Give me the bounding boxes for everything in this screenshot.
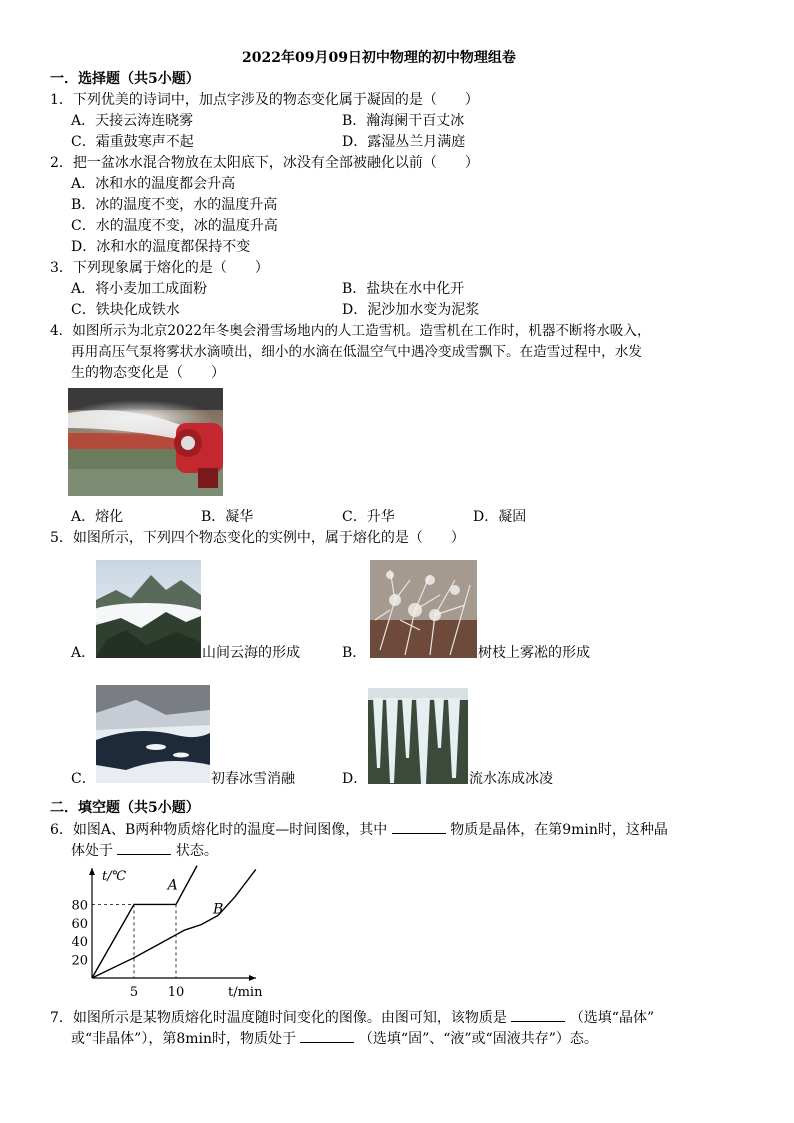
icicles-photo [368,688,468,784]
melting-ice-photo [96,685,210,783]
q5-option-a-letter[interactable]: A． [71,645,96,661]
q5-option-c-letter[interactable]: C． [71,771,96,787]
y-axis-label: t/℃ [102,869,127,884]
y-tick-label: 60 [71,916,88,932]
q3-option-b[interactable]: B．盐块在水中化开 [342,281,465,297]
q3-option-c[interactable]: C．铁块化成铁水 [71,302,180,318]
q1-option-d[interactable]: D．露湿丛兰月满庭 [342,134,466,150]
y-axis-arrow [89,868,95,875]
q6-blank-2[interactable] [117,840,171,855]
q6-line2-b: 状态。 [175,843,218,859]
q4-option-c[interactable]: C．升华 [342,509,395,525]
x-tick-label: 10 [167,985,185,1000]
q5-option-b-letter[interactable]: B． [342,645,367,661]
section-heading-fill: 二．填空题（共5小题） [50,800,200,816]
q3-option-d[interactable]: D．泥沙加水变为泥浆 [342,302,480,318]
q5-stem: 5．如图所示，下列四个物态变化的实例中，属于熔化的是（ ） [50,530,465,546]
q2-option-d[interactable]: D．冰和水的温度都保持不变 [71,239,251,255]
q4-option-d[interactable]: D．凝固 [473,509,527,525]
q4-option-a[interactable]: A．熔化 [71,509,124,525]
q6-line1 [50,819,668,840]
q2-option-b[interactable]: B．冰的温度不变，水的温度升高 [71,197,278,213]
q4-option-b[interactable]: B．凝华 [201,509,254,525]
q6-line2-a: 体处于 [71,843,113,859]
q1-stem: 1．下列优美的诗词中，加点字涉及的物态变化属于凝固的是（ ） [50,92,479,108]
q5-option-d-text: 流水冻成冰凌 [469,771,553,787]
q1-option-b[interactable]: B．瀚海阑干百丈冰 [342,113,465,129]
y-tick-label: 40 [71,935,88,951]
q6-line1-a: 6．如图A、B两种物质熔化时的温度—时间图像，其中 [50,822,388,838]
q3-stem: 3．下列现象属于熔化的是（ ） [50,260,269,276]
q7-line1 [50,1007,654,1028]
q5-option-d-letter[interactable]: D． [342,771,368,787]
q3-option-a[interactable]: A．将小麦加工成面粉 [71,281,208,297]
q1-option-c[interactable]: C．霜重鼓寒声不起 [71,134,194,150]
q7-blank-2[interactable] [300,1028,354,1043]
q7-line2 [71,1028,598,1049]
q5-option-b-text: 树枝上雾凇的形成 [478,645,590,661]
rime-branches-photo [370,560,477,658]
series-label-a: A [167,877,178,894]
section-heading-choice: 一．选择题（共5小题） [50,71,200,87]
q7-line2-b: （选填“固”、“液”或“固液共存”）态。 [358,1031,598,1047]
x-tick-label: 5 [129,985,139,1000]
q2-option-a[interactable]: A．冰和水的温度都会升高 [71,176,236,192]
q5-option-a-text: 山间云海的形成 [202,645,300,661]
y-tick-label: 20 [71,953,88,969]
y-tick-label: 80 [71,898,88,914]
q7-line1-b: （选填“晶体” [569,1010,655,1026]
q6-blank-1[interactable] [392,819,446,834]
temperature-time-chart [60,862,290,1004]
q2-option-c[interactable]: C．水的温度不变，冰的温度升高 [71,218,278,234]
cloud-sea-photo [96,560,201,658]
q4-stem-line3: 生的物态变化是（ ） [71,365,225,381]
q4-stem-line2: 再用高压气泵将雾状水滴喷出，细小的水滴在低温空气中遇冷变成雪飘下。在造雪过程中，水发 [71,344,642,360]
q7-line1-a: 7．如图所示是某物质熔化时温度随时间变化的图像。由图可知，该物质是 [50,1010,507,1026]
page-title: 2022年09月09日初中物理的初中物理组卷 [242,50,516,66]
q2-stem: 2．把一盆冰水混合物放在太阳底下，冰没有全部被融化以前（ ） [50,155,479,171]
q6-line2 [71,840,218,861]
x-axis-label: t/min [228,985,263,1000]
x-axis-arrow [249,975,256,981]
q7-line2-a: 或“非晶体”），第8min时，物质处于 [71,1031,296,1047]
q7-blank-1[interactable] [511,1007,565,1022]
series-label-b: B [212,901,224,918]
q6-line1-b: 物质是晶体，在第9min时，这种晶 [450,822,668,838]
q4-stem-line1: 4．如图所示为北京2022年冬奥会滑雪场地内的人工造雪机。造雪机在工作时，机器不断将水吸入， [50,323,651,339]
q1-option-a[interactable]: A．天接云涛连晓雾 [71,113,194,129]
snow-machine-photo [68,388,223,496]
q5-option-c-text: 初春冰雪消融 [211,771,295,787]
